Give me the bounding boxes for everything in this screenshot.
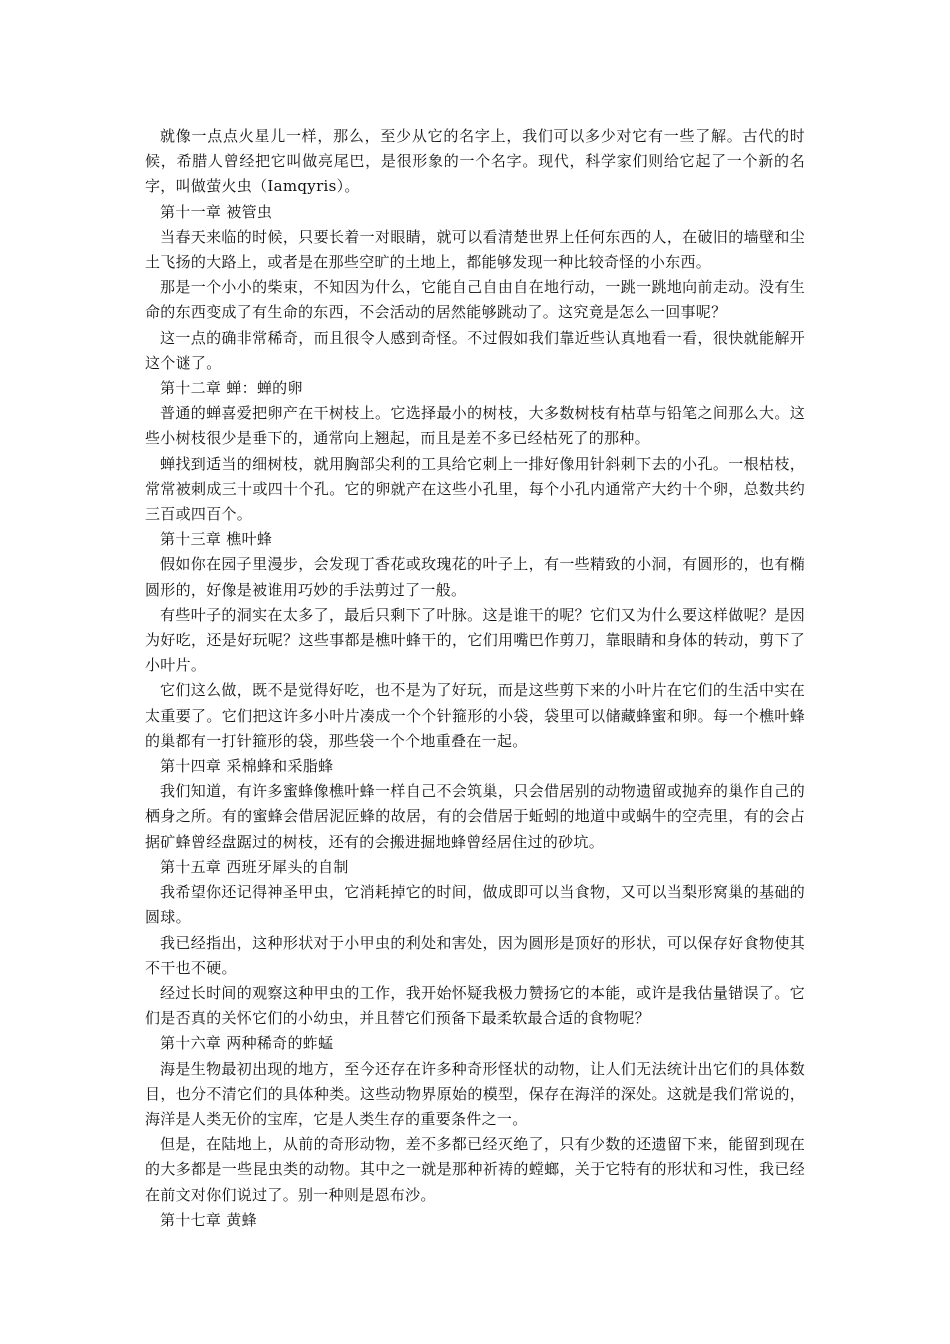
- paragraph: 我已经指出，这种形状对于小甲虫的利处和害处，因为圆形是顶好的形状，可以保存好食物使其不干也不硬。: [145, 933, 805, 977]
- paragraph: 但是，在陆地上，从前的奇形动物，差不多都已经灭绝了，只有少数的还遗留下来，能留到现在的大多都是一些昆虫类的动物。其中之一就是那种祈祷的螳螂，关于它特有的形状和习性，我已经在前文对你们说过了。别一种则是恩布沙。: [145, 1135, 805, 1204]
- paragraph: 假如你在园子里漫步，会发现丁香花或玫瑰花的叶子上，有一些精致的小洞，有圆形的，也有椭圆形的，好像是被谁用巧妙的手法剪过了一般。: [145, 555, 805, 599]
- paragraph: 当春天来临的时候，只要长着一对眼睛，就可以看清楚世界上任何东西的人，在破旧的墙壁和尘土飞扬的大路上，或者是在那些空旷的土地上，都能够发现一种比较奇怪的小东西。: [145, 227, 805, 272]
- paragraph: 它们这么做，既不是觉得好吃，也不是为了好玩，而是这些剪下来的小叶片在它们的生活中实在太重要了。它们把这许多小叶片凑成一个个针箍形的小袋，袋里可以储藏蜂蜜和卵。每一个樵叶蜂的巢都有一打针箍形的袋，那些袋一个个地重叠在一起。: [145, 681, 805, 750]
- chapter-heading: 第十一章 被管虫: [160, 202, 273, 221]
- paragraph: 我希望你还记得神圣甲虫，它消耗掉它的时间，做成即可以当食物，又可以当梨形窝巢的基础的圆球。: [145, 883, 805, 927]
- chapter-heading: 第十二章 蝉：蝉的卵: [160, 379, 303, 398]
- chapter-heading: 第十六章 两种稀奇的蚱蜢: [160, 1034, 334, 1053]
- paragraph: 蝉找到适当的细树枝，就用胸部尖利的工具给它刺上一排好像用针斜刺下去的小孔。一根枯枝，常常被刺成三十或四十个孔。它的卵就产在这些小孔里，每个小孔内通常产大约十个卵，总数共约三百或四百个。: [145, 454, 805, 524]
- chapter-heading: 第十七章 黄蜂: [160, 1210, 257, 1229]
- paragraph: 这一点的确非常稀奇，而且很令人感到奇怪。不过假如我们靠近些认真地看一看，很快就能解开这个谜了。: [145, 328, 805, 372]
- paragraph: 普通的蝉喜爱把卵产在干树枝上。它选择最小的树枝，大多数树枝有枯草与铅笔之间那么大。这些小树枝很少是垂下的，通常向上翘起，而且是差不多已经枯死了的那种。: [145, 404, 805, 448]
- paragraph: 我们知道，有许多蜜蜂像樵叶蜂一样自己不会筑巢，只会借居别的动物遗留或抛弃的巢作自己的栖身之所。有的蜜蜂会借居泥匠蜂的故居，有的会借居于蚯蚓的地道中或蜗牛的空壳里，有的会占据矿蜂曾经盘踞过的树枝，还有的会搬进掘地蜂曾经居住过的砂坑。: [145, 782, 805, 851]
- paragraph: 海是生物最初出现的地方，至今还存在许多种奇形怪状的动物，让人们无法统计出它们的具体数目，也分不清它们的具体种类。这些动物界原始的模型，保存在海洋的深处。这就是我们常说的，海洋是人类无价的宝库，它是人类生存的重要条件之一。: [145, 1059, 805, 1128]
- paragraph: 就像一点点火星儿一样，那么，至少从它的名字上，我们可以多少对它有一些了解。古代的时候，希腊人曾经把它叫做亮尾巴，是很形象的一个名字。现代，科学家们则给它起了一个新的名字，叫做萤火虫（Iamqyris）。: [145, 127, 805, 196]
- paragraph: 那是一个小小的柴束，不知因为什么，它能自己自由自在地行动，一跳一跳地向前走动。没有生命的东西变成了有生命的东西，不会活动的居然能够跳动了。这究竟是怎么一回事呢？: [145, 278, 805, 322]
- document-body: [145, 124, 805, 1233]
- chapter-heading: 第十五章 西班牙犀头的自制: [160, 857, 349, 876]
- paragraph: 经过长时间的观察这种甲虫的工作，我开始怀疑我极力赞扬它的本能，或许是我估量错误了。它们是否真的关怀它们的小幼虫，并且替它们预备下最柔软最合适的食物呢？: [145, 983, 805, 1028]
- chapter-heading: 第十三章 樵叶蜂: [160, 530, 273, 549]
- paragraph: 有些叶子的洞实在太多了，最后只剩下了叶脉。这是谁干的呢？它们又为什么要这样做呢？是因为好吃，还是好玩呢？这些事都是樵叶蜂干的，它们用嘴巴作剪刀，靠眼睛和身体的转动，剪下了小叶片。: [145, 605, 805, 675]
- chapter-heading: 第十四章 采棉蜂和采脂蜂: [160, 757, 334, 776]
